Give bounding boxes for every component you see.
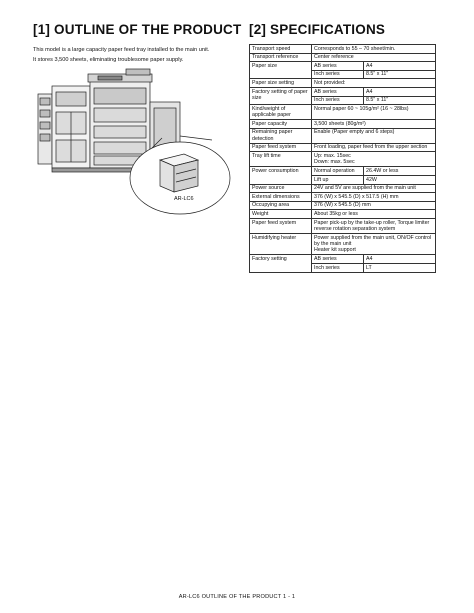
spec-value: 24V and 5V are supplied from the main unit [312,184,436,193]
spec-value: Center reference [312,53,436,62]
spec-value: 376 (W) x 545.5 (D) x 517.5 (H) mm [312,193,436,202]
specifications-table [249,44,436,273]
spec-value: Normal paper 60 ~ 105g/m² (16 ~ 28lbs) [312,105,436,120]
spec-label: Tray lift time [250,152,312,167]
spec-row [250,233,436,254]
spec-label: Weight [250,210,312,219]
intro-text [33,46,245,65]
spec-row [250,87,436,96]
spec-label: Power source [250,184,312,193]
spec-label: Paper size [250,62,312,79]
spec-value: A4 [364,62,436,71]
spec-row [250,218,436,233]
spec-value: Corresponds to 55 – 70 sheet/min. [312,45,436,54]
spec-value: About 35kg or less [312,210,436,219]
spec-value: 42W [364,175,436,184]
spec-row [250,45,436,54]
spec-label: External dimensions [250,193,312,202]
spec-row [250,62,436,71]
intro-line: It stores 3,500 sheets, eliminating troublesome paper supply. [33,56,184,63]
spec-label: Paper capacity [250,120,312,129]
spec-row [250,53,436,62]
spec-sublabel: Inch series [312,263,364,272]
spec-value: Front loading, paper feed from the upper section [312,143,436,152]
spec-row [250,193,436,202]
spec-sublabel: Inch series [312,70,364,79]
page-footer: AR-LC6 OUTLINE OF THE PRODUCT 1 - 1 [178,594,296,600]
spec-row [250,210,436,219]
spec-value: 8.5" x 11" [364,96,436,105]
spec-row [250,255,436,264]
spec-value: 26.4W or less [364,167,436,176]
spec-sublabel: AB series [312,62,364,71]
spec-value: A4 [364,87,436,96]
figure-label: AR-LC6 [174,196,194,202]
spec-label: Transport reference [250,53,312,62]
spec-value: Not provided: [312,79,436,88]
spec-label: Paper feed system [250,143,312,152]
spec-row [250,167,436,176]
spec-label: Paper size setting [250,79,312,88]
spec-sublabel: AB series [312,255,364,264]
spec-sublabel: Inch series [312,96,364,105]
spec-value: 8.5" x 11" [364,70,436,79]
spec-sublabel: AB series [312,87,364,96]
spec-label: Factory setting [250,255,312,272]
spec-label: Remaining paper detection [250,128,312,143]
spec-row [250,128,436,143]
spec-row [250,152,436,167]
section-2-title: [2] SPECIFICATIONS [249,22,386,37]
spec-label: Occupying area [250,201,312,210]
product-illustration [30,66,242,216]
spec-row [250,184,436,193]
spec-value: 3,500 sheets (80g/m²) [312,120,436,129]
spec-row [250,105,436,120]
spec-value: A4 [364,255,436,264]
spec-row [250,201,436,210]
spec-value: Paper pick-up by the take-up roller, Torque limiter reverse rotation separation system [312,218,436,233]
spec-row [250,79,436,88]
section-1-title: [1] OUTLINE OF THE PRODUCT [33,22,242,37]
spec-row [250,120,436,129]
spec-sublabel: Lift up [312,175,364,184]
lct-unit-drawing [160,154,198,192]
spec-value: LT [364,263,436,272]
intro-line: This model is a large capacity paper feed tray installed to the main unit. [33,47,210,53]
spec-value: Power supplied from the main unit, ON/OF control by the main unit Heater kit support [312,233,436,254]
spec-value: 376 (W) x 545.5 (D) mm [312,201,436,210]
spec-label: Humidifying heater [250,233,312,254]
spec-label: Kind/weight of applicable paper [250,105,312,120]
spec-row [250,143,436,152]
spec-value: Up: max. 15sec Down: max. 5sec [312,152,436,167]
spec-label: Factory setting of paper size [250,87,312,104]
spec-value: Enable (Paper empty and 6 steps) [312,128,436,143]
spec-label: Transport speed [250,45,312,54]
spec-label: Power consumption [250,167,312,184]
spec-label: Paper feed system [250,218,312,233]
spec-sublabel: Normal operation [312,167,364,176]
